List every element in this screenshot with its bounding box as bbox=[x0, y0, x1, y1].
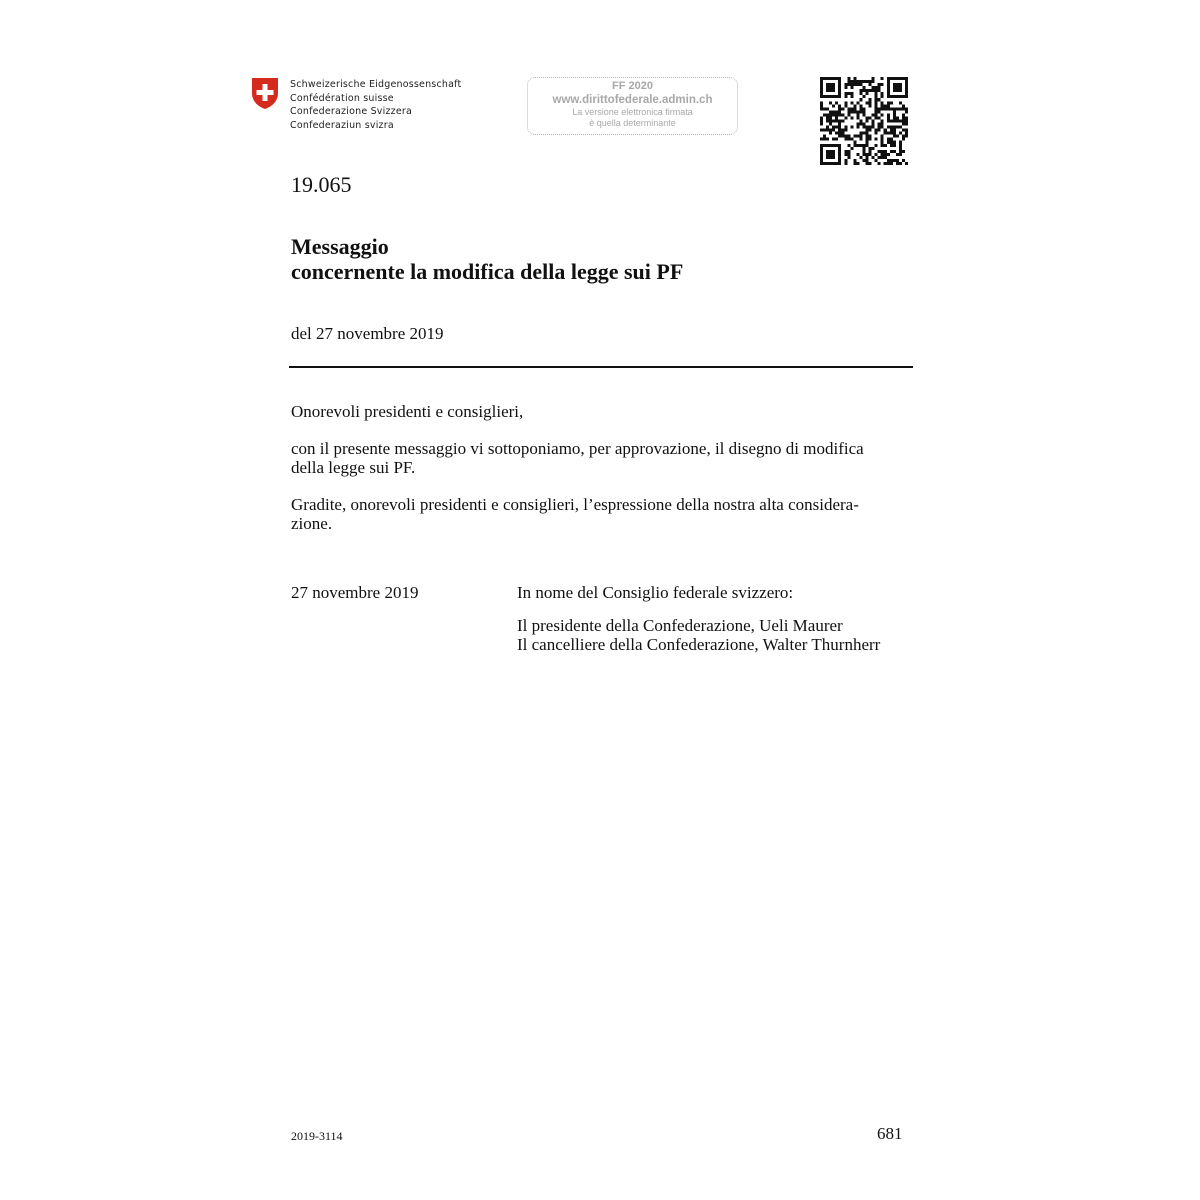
paragraph-1-line-1: con il presente messaggio vi sottoponiamo, per approvazione, il disegno di modifica bbox=[291, 439, 864, 458]
paragraph-2-line-1: Gradite, onorevoli presidenti e consiglieri, l’espressione della nostra alta considera- bbox=[291, 495, 859, 514]
signature-on-behalf: In nome del Consiglio federale svizzero: bbox=[517, 583, 794, 602]
signature-president: Il presidente della Confederazione, Ueli Maurer bbox=[517, 616, 843, 635]
salutation: Onorevoli presidenti e consiglieri, bbox=[291, 402, 524, 421]
footer-code: 2019-3114 bbox=[291, 1129, 343, 1143]
swiss-cross-shield-icon bbox=[251, 77, 279, 110]
stamp-note-2: è quella determinante bbox=[589, 118, 676, 128]
qr-modules bbox=[820, 77, 908, 165]
qr-code-icon bbox=[820, 77, 908, 165]
page-number: 681 bbox=[877, 1124, 903, 1143]
stamp-collection: FF 2020 bbox=[612, 80, 653, 92]
paragraph-2-line-2: zione. bbox=[291, 514, 333, 533]
document-date: del 27 novembre 2019 bbox=[291, 324, 444, 343]
confederation-name-it: Confederazione Svizzera bbox=[290, 106, 413, 118]
confederation-name-rm: Confederaziun svizra bbox=[290, 119, 394, 131]
paragraph-1-line-2: della legge sui PF. bbox=[291, 458, 416, 477]
paragraph-1 bbox=[291, 439, 909, 477]
signature-block bbox=[517, 583, 880, 654]
paragraph-2 bbox=[291, 495, 909, 533]
stamp-note-1: La versione elettronica firmata bbox=[572, 107, 693, 117]
document-title bbox=[291, 234, 683, 284]
stamp-url: www.dirittofederale.admin.ch bbox=[552, 94, 713, 106]
document-number: 19.065 bbox=[291, 172, 352, 197]
confederation-name-de: Schweizerische Eidgenossenschaft bbox=[290, 79, 462, 90]
title-line-1: Messaggio bbox=[291, 234, 389, 259]
publication-stamp bbox=[527, 77, 738, 135]
horizontal-rule bbox=[289, 366, 913, 368]
title-line-2: concernente la modifica della legge sui PF bbox=[291, 259, 684, 284]
confederation-name-fr: Confédération suisse bbox=[290, 92, 394, 104]
confederation-names bbox=[290, 78, 461, 132]
signature-date: 27 novembre 2019 bbox=[291, 583, 419, 602]
signature-chancellor: Il cancelliere della Confederazione, Walter Thurnherr bbox=[517, 635, 881, 654]
